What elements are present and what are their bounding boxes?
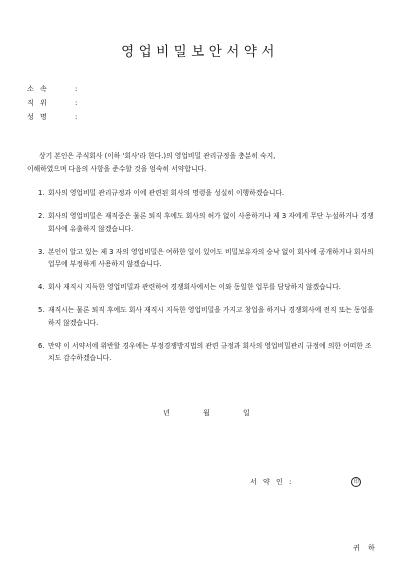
- intro-line: 상기 본인은 주식회사 (이하 '회사'라 한다.)의 영업비밀 관리규정을 충분히 숙지,: [39, 152, 276, 160]
- date-day: 일: [243, 409, 250, 417]
- document-title: 영업비밀보안서약서: [121, 44, 279, 60]
- date-month: 월: [203, 409, 210, 417]
- intro-paragraph: [27, 150, 377, 175]
- item-number: 2.: [38, 212, 45, 220]
- info-label: 성 명: [27, 113, 49, 121]
- item-text: 회사의 영업비밀 관리규정과 이에 관련된 회사의 명령을 성실히 이행하겠습니다.: [48, 189, 285, 197]
- item-text: 만약 이 서약서에 위반할 경우에는 부정경쟁방지법의 관련 규정과 회사의 영업비밀관리 규정에 의한 어떠한 조치도 감수하겠습니다.: [48, 341, 372, 362]
- signer-label: 서 약 인 :: [250, 478, 294, 486]
- info-colon: :: [75, 99, 78, 107]
- item-text: 회사 재직시 지득한 영업비밀과 관련하여 경쟁회사에서는 이와 동일한 업무를 담당하지 않겠습니다.: [48, 283, 341, 291]
- item-number: 6.: [38, 341, 45, 350]
- pledge-item: [38, 304, 374, 329]
- item-text: 본인이 알고 있는 제 3 자의 영업비밀은 여하한 일이 있어도 비밀보유자의 승낙 없이 회사에 공개하거나 회사의 업무에 부정하게 사용하지 않겠습니다.: [48, 247, 374, 268]
- info-row-position: [27, 96, 85, 110]
- signature-line: [250, 477, 361, 487]
- pledge-item: [38, 281, 374, 294]
- info-colon: :: [75, 113, 78, 121]
- pledge-item: [38, 340, 374, 365]
- item-number: 3.: [38, 247, 45, 256]
- item-number: 5.: [38, 306, 45, 314]
- item-number: 1.: [38, 189, 45, 197]
- info-row-department: [27, 82, 85, 96]
- info-label: 소 속: [27, 85, 49, 93]
- intro-line: 이해하였으며 다음의 사항을 준수할 것을 엄숙히 서약합니다.: [27, 164, 207, 173]
- date-year: 년: [163, 409, 170, 417]
- item-text: 회사의 영업비밀은 재직중은 물론 퇴직 후에도 회사의 허가 없이 사용하거나 제 3 자에게 무단 누설하거나 경쟁회사에 유출하지 않겠습니다.: [48, 212, 374, 233]
- addressee: 귀 하: [353, 544, 378, 552]
- item-text: 재직시는 물론 퇴직 후에도 회사 재직시 지득한 영업비밀을 가지고 창업을 하거나 경쟁회사에 전직 또는 동업을 하지 않겠습니다.: [48, 306, 374, 327]
- item-number: 4.: [38, 283, 45, 291]
- info-colon: :: [75, 85, 78, 93]
- info-row-name: [27, 110, 85, 124]
- date-line: [163, 408, 250, 418]
- pledge-item: [38, 210, 374, 235]
- signer-info: [27, 82, 85, 124]
- pledge-items: [38, 187, 374, 375]
- pledge-item: [38, 187, 374, 200]
- pledge-item: [38, 246, 374, 271]
- info-label: 직 위: [27, 99, 49, 107]
- seal-icon: 印: [351, 477, 361, 487]
